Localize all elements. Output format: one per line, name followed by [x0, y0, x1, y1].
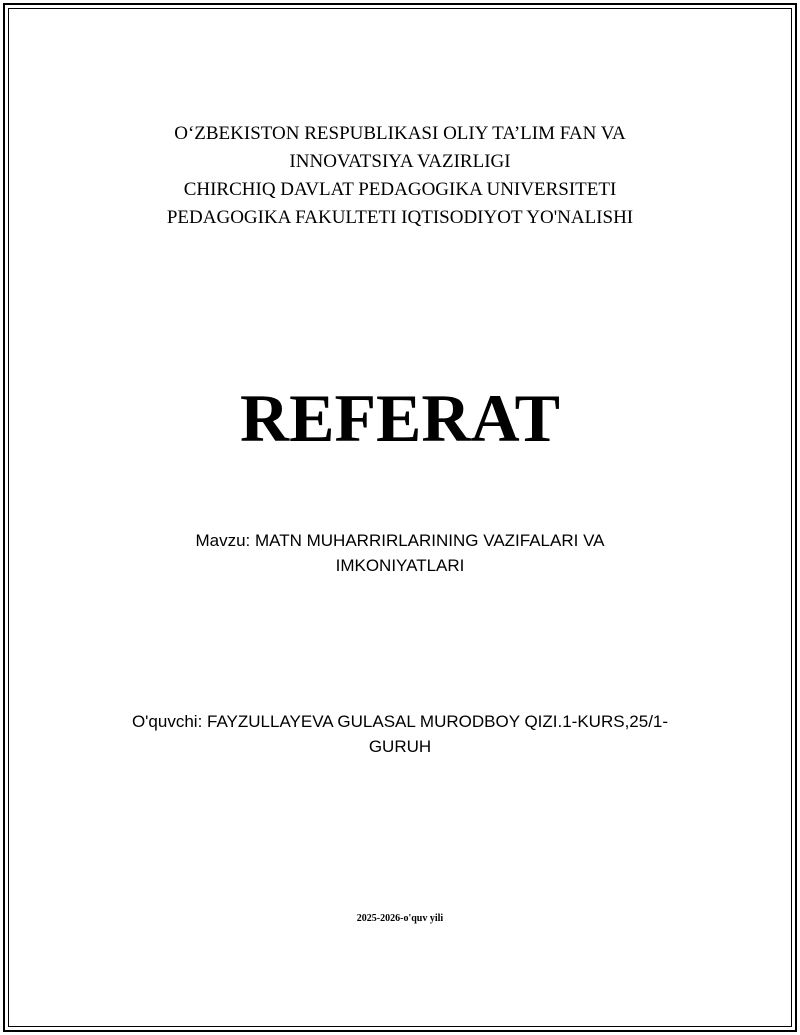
topic-section: [150, 528, 650, 578]
student-section: [130, 709, 670, 759]
student-text: O'quvchi: FAYZULLAYEVA GULASAL MURODBOY QIZI.1-KURS,25/1-GURUH: [131, 712, 669, 756]
document-title: REFERAT: [240, 380, 560, 456]
academic-year-text: 2025-2026-o'quv yili: [356, 913, 444, 924]
header-line-ministry-2: INNOVATSIYA VAZIRLIGI: [289, 151, 511, 172]
header-line-ministry-1: O‘ZBEKISTON RESPUBLIKASI OLIY TA’LIM FAN VA: [174, 123, 626, 144]
year-section: [0, 912, 800, 926]
header-line-faculty: PEDAGOGIKA FAKULTETI IQTISODIYOT YO'NALISHI: [166, 207, 634, 228]
institution-header: [0, 120, 800, 232]
header-line-university: CHIRCHIQ DAVLAT PEDAGOGIKA UNIVERSITETI: [183, 179, 617, 200]
topic-text: Mavzu: MATN MUHARRIRLARINING VAZIFALARI VA IMKONIYATLARI: [195, 531, 605, 575]
title-section: [0, 382, 800, 454]
